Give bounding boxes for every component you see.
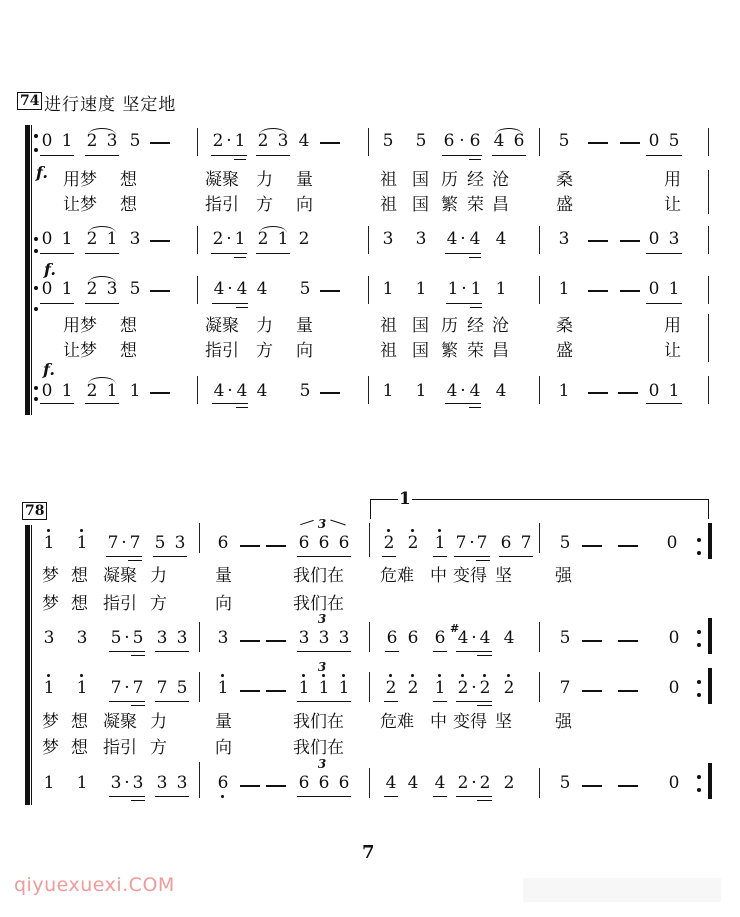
- barline: [368, 128, 369, 156]
- repeat-dot: [697, 788, 701, 792]
- barline: [539, 523, 540, 553]
- rehearsal-mark-74: 74: [17, 92, 42, 110]
- barline: [708, 226, 709, 254]
- barline: [199, 762, 200, 798]
- barline: [369, 768, 370, 798]
- slur: [88, 226, 116, 233]
- dynamic-forte: f.: [43, 360, 55, 379]
- repeat-dot: [34, 397, 38, 401]
- barline: [197, 276, 198, 304]
- barline: [539, 276, 540, 304]
- end-repeat-bar: [708, 618, 712, 654]
- page-number: 7: [362, 842, 375, 863]
- slur: [259, 226, 287, 233]
- repeat-dot: [34, 286, 38, 290]
- repeat-dot: [697, 775, 701, 779]
- barline: [197, 226, 198, 254]
- barline: [539, 376, 540, 404]
- repeat-dot: [697, 551, 701, 555]
- volta-bracket: [370, 499, 708, 500]
- system-bracket-thick: [25, 525, 30, 805]
- repeat-dot: [34, 249, 38, 253]
- slur: [88, 276, 116, 283]
- watermark-logo: qiyuexuexi.COM: [14, 874, 175, 896]
- rehearsal-mark-78: 78: [22, 502, 47, 520]
- barline: [539, 672, 540, 702]
- slur: [88, 377, 116, 384]
- barline: [368, 226, 369, 254]
- repeat-dot: [697, 538, 701, 542]
- barline: [708, 376, 709, 404]
- repeat-dot: [697, 643, 701, 647]
- barline: [539, 622, 540, 652]
- dynamic-forte: f.: [44, 260, 56, 279]
- barline: [369, 622, 370, 652]
- end-repeat-bar: [708, 523, 712, 559]
- sharp-icon: #: [450, 622, 460, 635]
- barline: [708, 128, 709, 156]
- barline: [197, 376, 198, 404]
- barline: [708, 170, 709, 214]
- repeat-dot: [697, 630, 701, 634]
- watermark-box: [523, 878, 721, 902]
- barline: [708, 276, 709, 304]
- slur: [495, 128, 523, 135]
- repeat-dot: [34, 386, 38, 390]
- barline: [199, 523, 200, 553]
- volta-number: 1: [399, 489, 411, 509]
- barline: [369, 523, 370, 557]
- tempo-marking: 进行速度 坚定地: [44, 95, 177, 115]
- system-bracket-thin: [31, 525, 32, 805]
- barline: [368, 276, 369, 304]
- system-bracket-thin: [31, 125, 32, 415]
- barline: [197, 128, 198, 156]
- barline: [369, 672, 370, 702]
- barline: [539, 128, 540, 156]
- repeat-dot: [697, 680, 701, 684]
- repeat-dot: [34, 134, 38, 138]
- tuplet-number: 3: [317, 660, 327, 674]
- end-repeat-bar: [708, 668, 712, 704]
- tuplet-number: 3: [317, 517, 327, 531]
- tuplet-number: 3: [317, 757, 327, 771]
- dynamic-forte: f.: [36, 163, 48, 182]
- barline: [539, 226, 540, 254]
- barline: [708, 314, 709, 362]
- barline: [199, 622, 200, 652]
- tuplet-number: 3: [317, 612, 327, 626]
- barline: [199, 672, 200, 702]
- system-bracket-thick: [25, 125, 30, 415]
- repeat-dot: [34, 307, 38, 311]
- repeat-dot: [34, 237, 38, 241]
- barline: [539, 768, 540, 798]
- barline: [368, 376, 369, 404]
- slur: [88, 128, 116, 135]
- end-repeat-bar: [708, 763, 712, 799]
- slur: [259, 128, 287, 135]
- repeat-dot: [697, 693, 701, 697]
- repeat-dot: [34, 148, 38, 152]
